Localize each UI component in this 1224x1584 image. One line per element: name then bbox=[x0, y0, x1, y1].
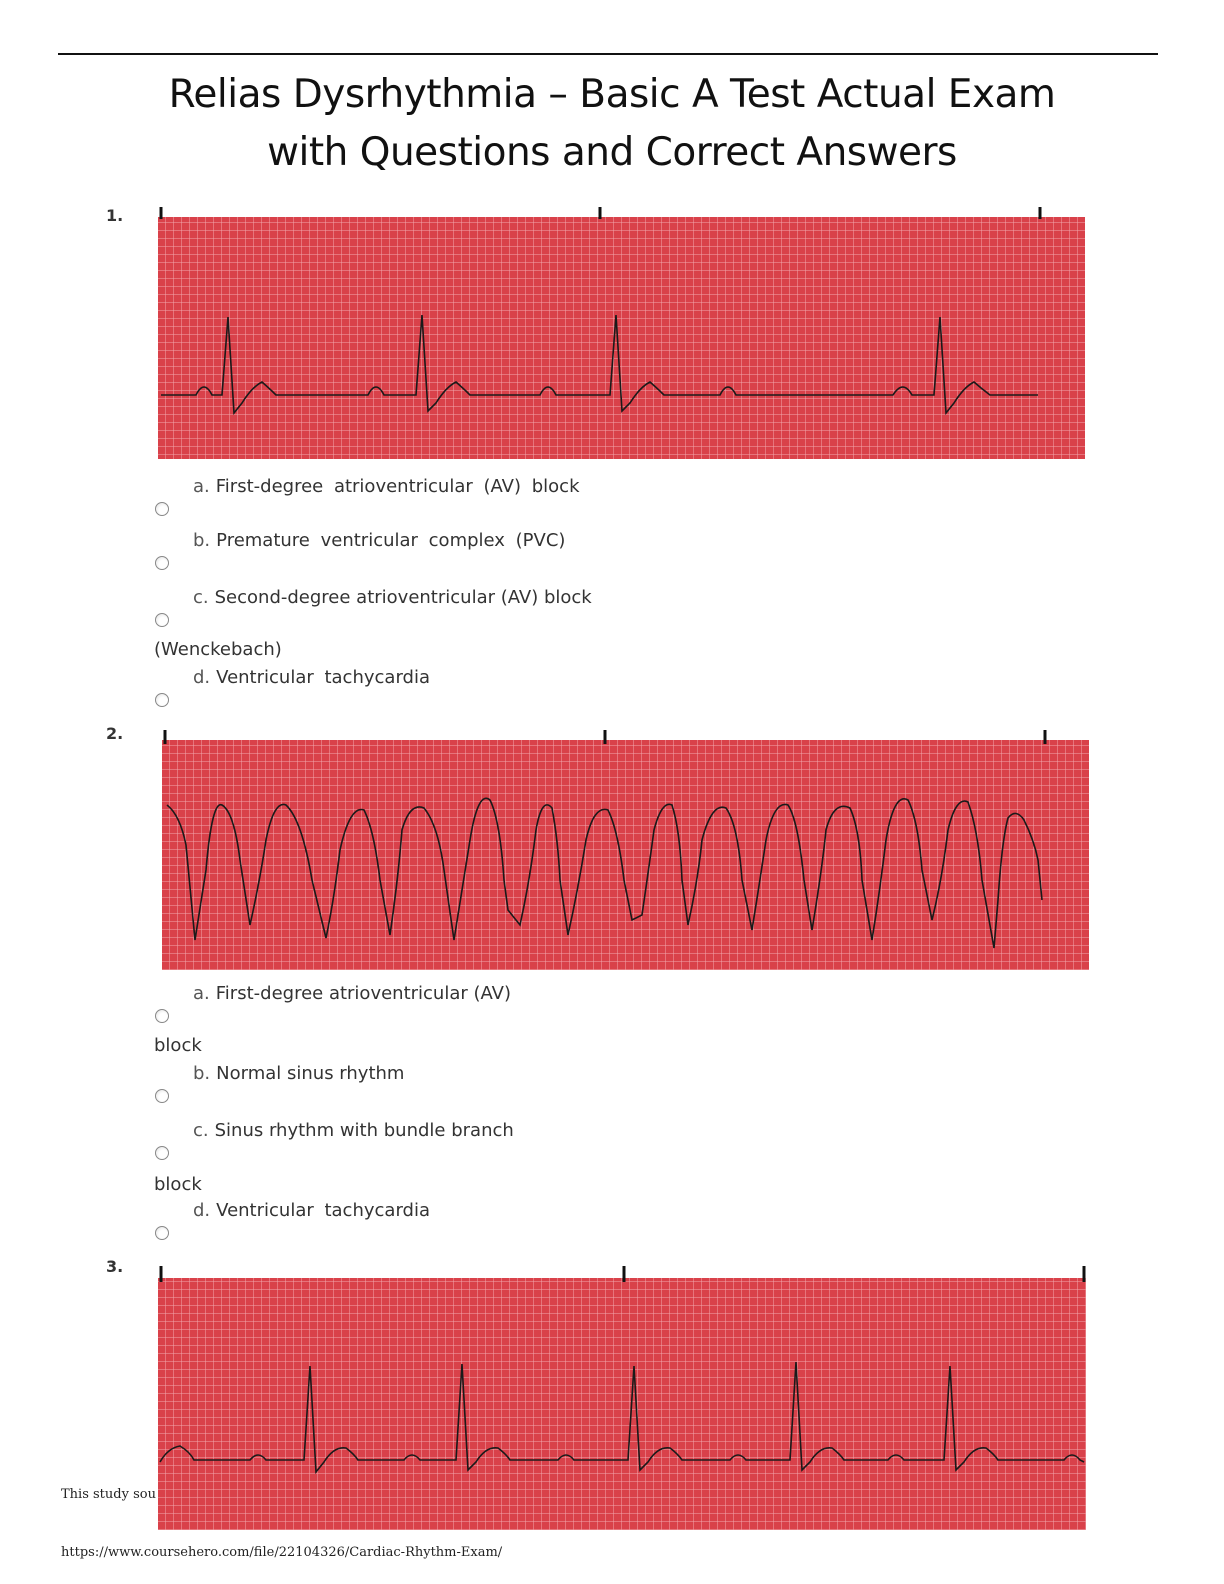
q1-option-c-label: c. Second-degree atrioventricular (AV) block bbox=[193, 587, 592, 608]
header-rule bbox=[58, 53, 1158, 55]
question-number: 3. bbox=[106, 1257, 124, 1276]
q2-option-c-radio[interactable] bbox=[155, 1146, 169, 1160]
q1-option-a-radio[interactable] bbox=[155, 502, 169, 516]
question-number: 2. bbox=[106, 724, 124, 743]
q2-option-a-radio[interactable] bbox=[155, 1009, 169, 1023]
q1-option-c-radio[interactable] bbox=[155, 613, 169, 627]
question-number: 1. bbox=[106, 206, 124, 225]
q2-option-b-radio[interactable] bbox=[155, 1089, 169, 1103]
ecg-strip-2 bbox=[162, 730, 1089, 970]
q1-option-a-label: a. First-degree atrioventricular (AV) block bbox=[193, 476, 580, 497]
q1-option-d-label: d. Ventricular tachycardia bbox=[193, 667, 430, 688]
q2-option-d-radio[interactable] bbox=[155, 1226, 169, 1240]
ecg-strip-3 bbox=[158, 1266, 1086, 1530]
q2-option-a-continuation: block bbox=[154, 1035, 202, 1056]
q2-option-c-label: c. Sinus rhythm with bundle branch bbox=[193, 1120, 514, 1141]
page-title-line-2: with Questions and Correct Answers bbox=[267, 130, 957, 175]
q2-option-b-label: b. Normal sinus rhythm bbox=[193, 1063, 405, 1084]
ecg-strip-1 bbox=[158, 207, 1085, 459]
footer-study-text: This study sou bbox=[61, 1487, 156, 1502]
q2-option-a-label: a. First-degree atrioventricular (AV) bbox=[193, 983, 512, 1004]
q2-option-d-label: d. Ventricular tachycardia bbox=[193, 1200, 430, 1221]
q1-option-d-radio[interactable] bbox=[155, 693, 169, 707]
page-title-line-1: Relias Dysrhythmia – Basic A Test Actual Exam bbox=[168, 72, 1056, 117]
q1-option-c-continuation: (Wenckebach) bbox=[154, 639, 282, 660]
q1-option-b-label: b. Premature ventricular complex (PVC) bbox=[193, 530, 566, 551]
footer-url[interactable]: https://www.coursehero.com/file/22104326/Cardiac-Rhythm-Exam/ bbox=[61, 1545, 503, 1560]
q2-option-c-continuation: block bbox=[154, 1174, 202, 1195]
q1-option-b-radio[interactable] bbox=[155, 556, 169, 570]
